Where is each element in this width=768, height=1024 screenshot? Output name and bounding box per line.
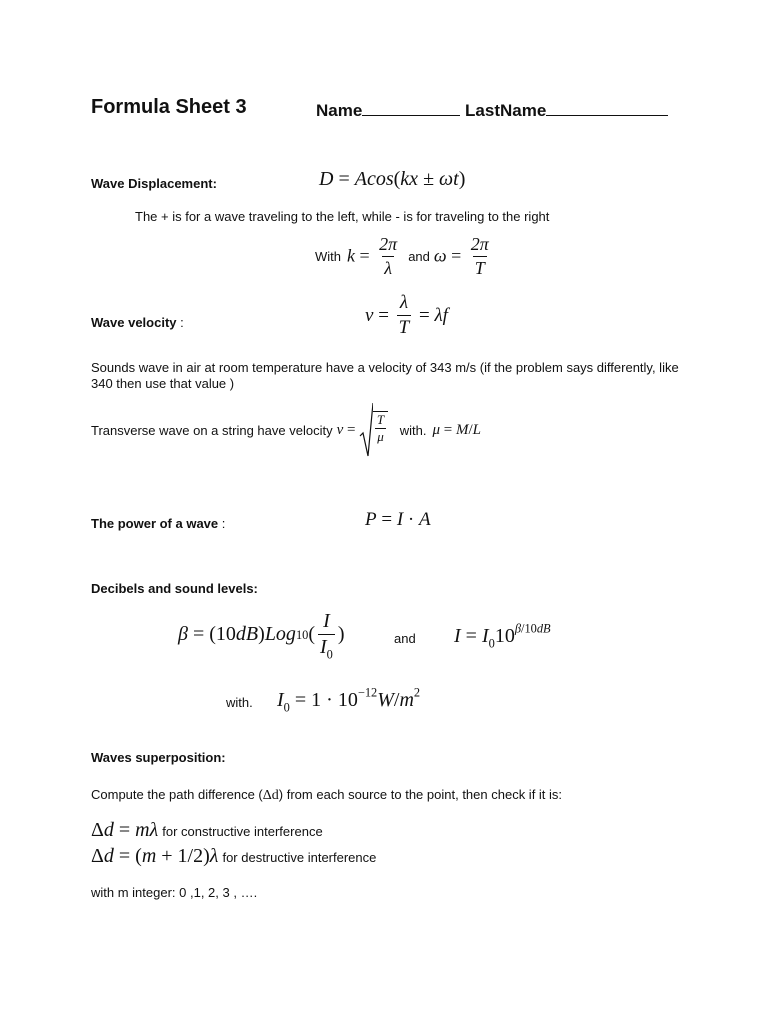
power-heading: The power of a wave :	[91, 516, 226, 531]
with-label: With	[315, 249, 341, 264]
wave-direction-note: The + is for a wave traveling to the left, while - is for traveling to the right	[135, 209, 550, 224]
name-blank-line	[362, 100, 460, 116]
path-difference-intro: Compute the path difference (Δd) from each source to the point, then check if it is:	[91, 787, 563, 803]
i0-formula: $I_0 = 1 \cdot 10^{-12}W/m^2$	[277, 685, 421, 715]
with-label: with.	[399, 422, 427, 438]
lastname-blank-line	[546, 100, 668, 116]
constructive-condition	[91, 819, 323, 842]
transverse-wave-line	[91, 402, 481, 458]
wave-velocity-heading: Wave velocity :	[91, 315, 184, 330]
square-root-sign	[359, 402, 373, 458]
constructive-label: for constructive interference	[162, 824, 323, 839]
constructive-formula: Δd = mλ	[91, 819, 159, 841]
with-label: with.	[226, 695, 253, 710]
power-formula: P = I · A	[365, 509, 431, 530]
name-label: Name	[316, 101, 363, 120]
superposition-heading: Waves superposition:	[91, 750, 226, 765]
and-label: and	[394, 631, 416, 646]
destructive-formula: Δd = (m + 1/2)λ	[91, 845, 219, 867]
sound-velocity-note: Sounds wave in air at room temperature have a velocity of 343 m/s (if the problem says differently, like 340 then use that value )	[91, 360, 679, 391]
k-omega-definitions	[315, 234, 494, 279]
integer-note: with m integer: 0 ,1, 2, 3 , ….	[91, 885, 258, 900]
transverse-text: Transverse wave on a string have velocity	[91, 422, 333, 438]
wave-displacement-formula: D = Acos(kx ± ωt)	[319, 168, 466, 190]
destructive-label: for destructive interference	[222, 850, 377, 865]
destructive-condition	[91, 845, 376, 868]
transverse-velocity-formula: v = T μ	[337, 402, 388, 458]
k-formula: k = $\frac{2\pi}{\lambda}$	[347, 234, 398, 278]
intensity-formula: $I = I_010^{\beta/10dB}$	[454, 621, 551, 651]
page-title: Formula Sheet 3	[91, 96, 247, 118]
wave-displacement-heading: Wave Displacement:	[91, 176, 217, 191]
mu-formula: μ = M/L	[432, 422, 481, 438]
and-label: and	[408, 249, 430, 264]
decibels-heading: Decibels and sound levels:	[91, 581, 258, 596]
beta-formula: β = (10 dB ) Log 10 ( $\frac{I}{I_0}$ )	[178, 610, 345, 662]
wave-velocity-formula: v = $\frac{\lambda}{T}$ = λf	[365, 292, 448, 338]
name-field	[316, 100, 668, 121]
omega-formula: ω = $\frac{2\pi}{T}$	[433, 234, 489, 278]
lastname-label: LastName	[465, 101, 547, 120]
